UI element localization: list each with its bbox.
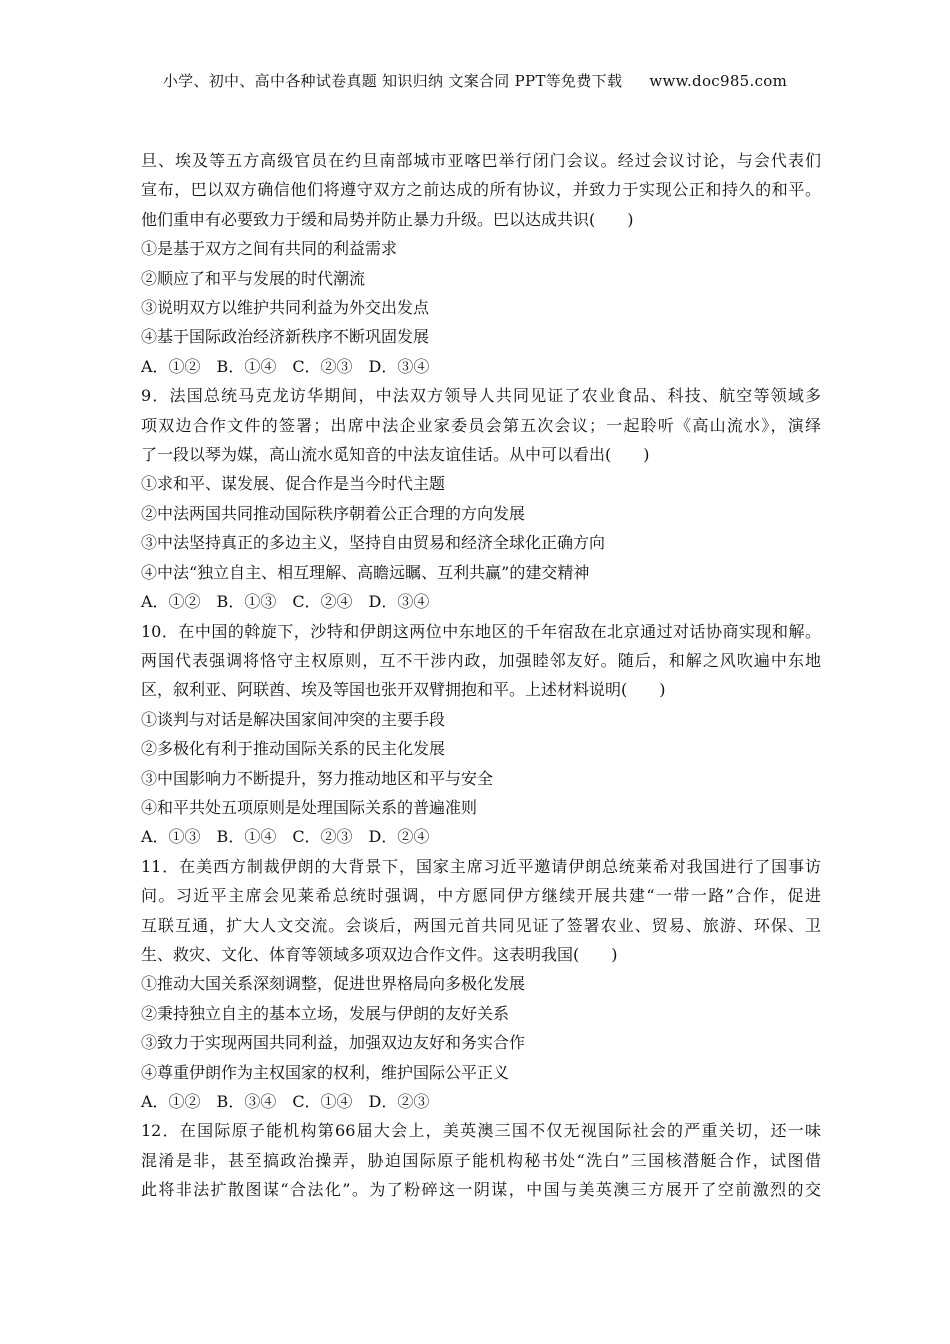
- answer-choices: A．①② B．③④ C．①④ D．②③: [141, 1092, 430, 1111]
- header-site-link[interactable]: www.doc985.com: [649, 72, 788, 90]
- question-stem-line: 生、救灾、文化、体育等领域多项双边合作文件。这表明我国( ): [141, 944, 618, 964]
- question-stem-line: 问。习近平主席会见莱希总统时强调，中方愿同伊方继续开展共建“一带一路”合作，促进: [141, 886, 821, 906]
- exam-content: [141, 146, 821, 1205]
- statement-option: ③致力于实现两国共同利益，加强双边友好和务实合作: [141, 1033, 526, 1053]
- answer-choices: A．①③ B．①④ C．②③ D．②④: [141, 827, 430, 847]
- statement-option: ①推动大国关系深刻调整，促进世界格局向多极化发展: [141, 974, 526, 994]
- question-8: [141, 146, 821, 381]
- statement-option: ①谈判与对话是解决国家间冲突的主要手段: [141, 709, 446, 729]
- question-stem-line: 他们重申有必要致力于缓和局势并防止暴力升级。巴以达成共识( ): [141, 209, 634, 229]
- question-stem-line: 10．在中国的斡旋下，沙特和伊朗这两位中东地区的千年宿敌在北京通过对话协商实现和解。: [141, 621, 821, 641]
- question-10: [141, 617, 821, 852]
- question-stem-line: 此将非法扩散图谋“合法化”。为了粉碎这一阴谋，中国与美英澳三方展开了空前激烈的交: [141, 1180, 821, 1200]
- statement-option: ②多极化有利于推动国际关系的民主化发展: [141, 739, 446, 759]
- statement-option: ④和平共处五项原则是处理国际关系的普遍准则: [141, 797, 478, 817]
- statement-option: ④基于国际政治经济新秩序不断巩固发展: [141, 327, 430, 347]
- statement-option: ③说明双方以维护共同利益为外交出发点: [141, 298, 430, 318]
- question-9: [141, 381, 821, 616]
- question-stem-line: 互联互通，扩大人文交流。会谈后，两国元首共同见证了签署农业、贸易、旅游、环保、卫: [141, 915, 821, 935]
- statement-option: ③中国影响力不断提升，努力推动地区和平与安全: [141, 768, 494, 788]
- statement-option: ①是基于双方之间有共同的利益需求: [141, 239, 398, 259]
- statement-option: ②秉持独立自主的基本立场，发展与伊朗的友好关系: [141, 1003, 510, 1023]
- question-stem-line: 区，叙利亚、阿联酋、埃及等国也张开双臂拥抱和平。上述材料说明( ): [141, 680, 666, 700]
- question-stem-line: 混淆是非，甚至搞政治操弄，胁迫国际原子能机构秘书处“洗白”三国核潜艇合作，试图借: [141, 1150, 821, 1170]
- question-11: [141, 852, 821, 1117]
- question-stem-line: 两国代表强调将恪守主权原则，互不干涉内政，加强睦邻友好。随后，和解之风吹遍中东地: [141, 650, 821, 670]
- statement-option: ④尊重伊朗作为主权国家的权利，维护国际公平正义: [141, 1062, 510, 1082]
- question-stem-line: 项双边合作文件的签署；出席中法企业家委员会第五次会议；一起聆听《高山流水》，演绎: [141, 415, 821, 435]
- question-stem-line: 宣布，巴以双方确信他们将遵守双方之前达成的所有协议，并致力于实现公正和持久的和平。: [141, 180, 821, 200]
- page-header: [0, 70, 950, 91]
- question-12: [141, 1116, 821, 1204]
- header-text: 小学、初中、高中各种试卷真题 知识归纳 文案合同 PPT等免费下载: [162, 72, 623, 90]
- answer-choices: A．①② B．①④ C．②③ D．③④: [141, 356, 430, 376]
- question-stem-line: 9．法国总统马克龙访华期间，中法双方领导人共同见证了农业食品、科技、航空等领域多: [141, 386, 821, 406]
- statement-option: ②中法两国共同推动国际秩序朝着公正合理的方向发展: [141, 503, 526, 523]
- statement-option: ④中法“独立自主、相互理解、高瞻远瞩、互利共赢”的建交精神: [141, 562, 590, 582]
- question-stem-line: 了一段以琴为媒，高山流水觅知音的中法友谊佳话。从中可以看出( ): [141, 445, 650, 465]
- question-stem-line: 11．在美西方制裁伊朗的大背景下，国家主席习近平邀请伊朗总统莱希对我国进行了国事访: [141, 856, 821, 876]
- statement-option: ①求和平、谋发展、促合作是当今时代主题: [141, 474, 446, 494]
- statement-option: ②顺应了和平与发展的时代潮流: [141, 268, 366, 288]
- statement-option: ③中法坚持真正的多边主义，坚持自由贸易和经济全球化正确方向: [141, 533, 606, 553]
- question-stem-line: 12．在国际原子能机构第66届大会上，美英澳三国不仅无视国际社会的严重关切，还一味: [141, 1121, 821, 1141]
- answer-choices: A．①② B．①③ C．②④ D．③④: [141, 592, 430, 612]
- question-stem-line: 旦、埃及等五方高级官员在约旦南部城市亚喀巴举行闭门会议。经过会议讨论，与会代表们: [141, 151, 821, 170]
